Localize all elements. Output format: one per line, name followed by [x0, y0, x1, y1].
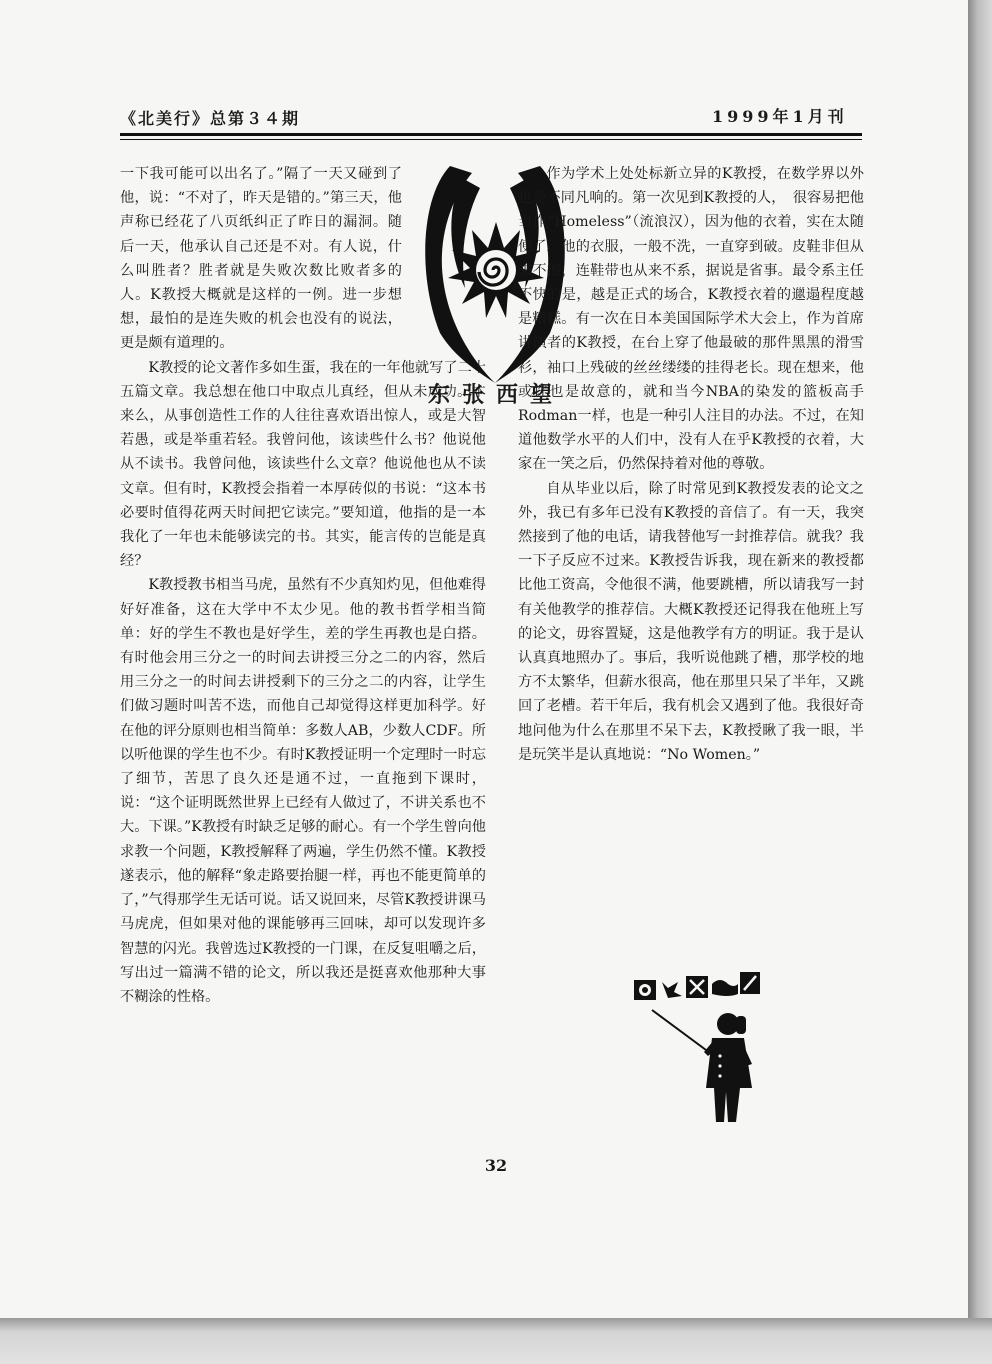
page-edge-right: [968, 0, 992, 1364]
left-narrow-block: [120, 162, 402, 356]
lecturer-illustration-icon: [632, 966, 762, 1126]
issue-date-header: 1999年1月刊: [712, 107, 848, 126]
left-paragraph-2: K教授的论文著作多如生蛋，我在的一年他就写了二十五篇文章。我总想在他口中取点儿真经，但从未成功。本来么，从事创造性工作的人往往喜欢语出惊人，或是大智若愚，或是举重若轻。我曾问他，该读些什么书？他说他从不读书。我曾问他，该读些什么文章？他说他也从不读文章。但有时，K教授会指着一本厚砖似的书说：“这本书必要时值得花两天时间把它读完。”要知道，他指的是一本我化了一年也未能够读完的书。其实，能言传的岂能是真经？: [120, 359, 486, 570]
header-rule: [120, 133, 862, 140]
right-paragraph-2: 自从毕业以后，除了时常见到K教授发表的论文之外，我已有多年已没有K教授的音信了。有一天，我突然接到了他的电话，请我替他写一封推荐信。就我？我一下子反应不过来。K教授告诉我，现在新来的教授都比他工资高，令他很不满，他要跳槽，所以请我写一封有关他教学的推荐信。大概K教授还记得我在他班上写的论文，毋容置疑，这是他教学有方的明证。我于是认认真真地照办了。事后，我听说他跳了槽，那学校的地方不太繁华，但薪水很高，他在那里只呆了半年，又跳回了老槽。若干年后，我有机会又遇到了他。我很好奇地问他为什么在那里不呆下去，K教授瞅了我一眼，半是玩笑半是认真地说：“No Women。”: [518, 480, 864, 763]
magazine-issue-header: 《北美行》总第３４期: [120, 109, 301, 128]
left-paragraph-3: K教授教书相当马虎，虽然有不少真知灼见，但他难得好好准备，这在大学中不太少见。他的教书哲学相当简单：好的学生不教也是好学生，差的学生再教也是白搭。有时他会用三分之一的时间去讲授三分之二的内容，然后用三分之一的时间去讲授剩下的三分之二的内容，让学生们做习题时叫苦不迭，而他自己却觉得这样更加科学。好在他的评分原则也相当简单：多数人AB，少数人CDF。所以听他课的学生也不少。有时K教授证明一个定理时一时忘了细节，苦思了良久还是通不过，一直拖到下课时，说：“这个证明既然世界上已经有人做过了，不讲关系也不大。下课。”K教授有时缺乏足够的耐心。有一个学生曾向他求教一个问题，K教授解释了两遍，学生仍然不懂。K教授遂表示，他的解释“象走路要抬腿一样，再也不能更简单的了，”气得那学生无话可说。话又说回来，尽管K教授讲课马马虎虎，但如果对他的课能够再三回味，却可以发现许多智慧的闪光。我曾选过K教授的一门课，在反复咀嚼之后，写出过一篇满不错的论文，所以我还是挺喜欢他那种大事不糊涂的性格。: [120, 577, 486, 1005]
left-column: [120, 162, 486, 1009]
right-column: [518, 162, 864, 767]
right-paragraph-1: 作为学术上处处标新立异的K教授，在数学界以外也是不同凡响的。第一次见到K教授的人， 很容易把他当作“Homeless”（流浪汉），因为他的衣着，实在太随便了。他的衣服，一般不洗，一直穿到破。皮鞋非但从来不擦，连鞋带也从来不系，据说是省事。最令系主任不快的是，越是正式的场合，K教授衣着的邋遢程度越是糟糕。有一次在日本美国国际学术大会上，作为首席讲演者的K教授，在台上穿了他最破的那件黑黑的滑雪衫，袖口上残破的丝丝缕缕的挂得老长。现在想来，他或许也是故意的，就和当今NBA的染发的篮板高手Rodman一样，也是一种引人注目的办法。不过，在知道他数学水平的人们中，没有人在乎K教授的衣着，大家在一笑之后，仍然保持着对他的尊敬。: [518, 166, 864, 473]
page-number: 32: [484, 1156, 508, 1175]
page-edge-bottom: [0, 1318, 992, 1364]
left-paragraph-1: 一下我可能可以出名了。”隔了一天又碰到了他，说：“不对了，昨天是错的。”第三天，他声称已经花了八页纸纠正了昨日的漏洞。随后一天，他承认自己还是不对。有人说，什么叫胜者？胜者就是失败次数比败者多的人。K教授大概就是这样的一例。进一步想想，最怕的是连失败的机会也没有的说法，更是颇有道理的。: [120, 166, 402, 352]
column-title: 东张西望: [427, 383, 564, 408]
